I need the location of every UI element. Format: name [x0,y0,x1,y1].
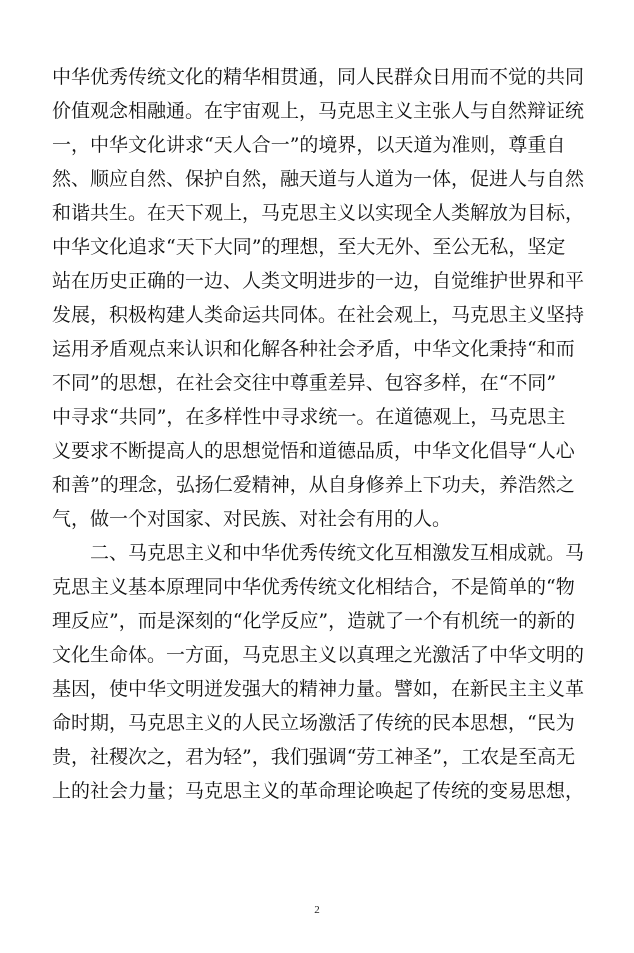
text-line: 价值观念相融通。在宇宙观上，马克思主义主张人与自然辩证统 [52,100,585,122]
text-line: 理反应”，而是深刻的“化学反应”，造就了一个有机统一的新的 [52,610,576,632]
text-line: 站在历史正确的一边、人类文明进步的一边，自觉维护世界和平 [52,270,585,292]
text-line: 上的社会力量；马克思主义的革命理论唤起了传统的变易思想， [52,780,585,802]
text-line: 二、马克思主义和中华优秀传统文化互相激发互相成就。马 [52,542,585,564]
text-line: 一，中华文化讲求“天人合一”的境界，以天道为准则，尊重自 [52,134,566,156]
body-text [52,60,604,808]
text-line: 命时期，马克思主义的人民立场激活了传统的民本思想，“民为 [52,712,575,734]
page-number: 2 [314,904,320,916]
text-line: 中华文化追求“天下大同”的理想，至大无外、至公无私，坚定 [52,236,566,258]
text-line: 发展，积极构建人类命运共同体。在社会观上，马克思主义坚持 [52,304,585,326]
text-line: 不同”的思想，在社会交往中尊重差异、包容多样，在“不同” [52,372,557,394]
text-line: 然、顺应自然、保护自然，融天道与人道为一体，促进人与自然 [52,168,585,190]
text-line: 气，做一个对国家、对民族、对社会有用的人。 [52,508,452,530]
text-line: 克思主义基本原理同中华优秀传统文化相结合，不是简单的“物 [52,576,575,598]
text-line: 基因，使中华文明迸发强大的精神力量。譬如，在新民主主义革 [52,678,585,700]
text-line: 义要求不断提高人的思想觉悟和道德品质，中华文化倡导“人心 [52,440,575,462]
text-line: 中寻求“共同”，在多样性中寻求统一。在道德观上，马克思主 [52,406,566,428]
text-line: 中华优秀传统文化的精华相贯通，同人民群众日用而不觉的共同 [52,66,585,88]
text-line: 运用矛盾观点来认识和化解各种社会矛盾，中华文化秉持“和而 [52,338,575,360]
text-line: 和善”的理念，弘扬仁爱精神，从自身修养上下功夫，养浩然之 [52,474,575,496]
text-line: 和谐共生。在天下观上，马克思主义以实现全人类解放为目标， [52,202,585,224]
text-line: 文化生命体。一方面，马克思主义以真理之光激活了中华文明的 [52,644,585,666]
text-line: 贵，社稷次之，君为轻”，我们强调“劳工神圣”，工农是至高无 [52,746,576,768]
